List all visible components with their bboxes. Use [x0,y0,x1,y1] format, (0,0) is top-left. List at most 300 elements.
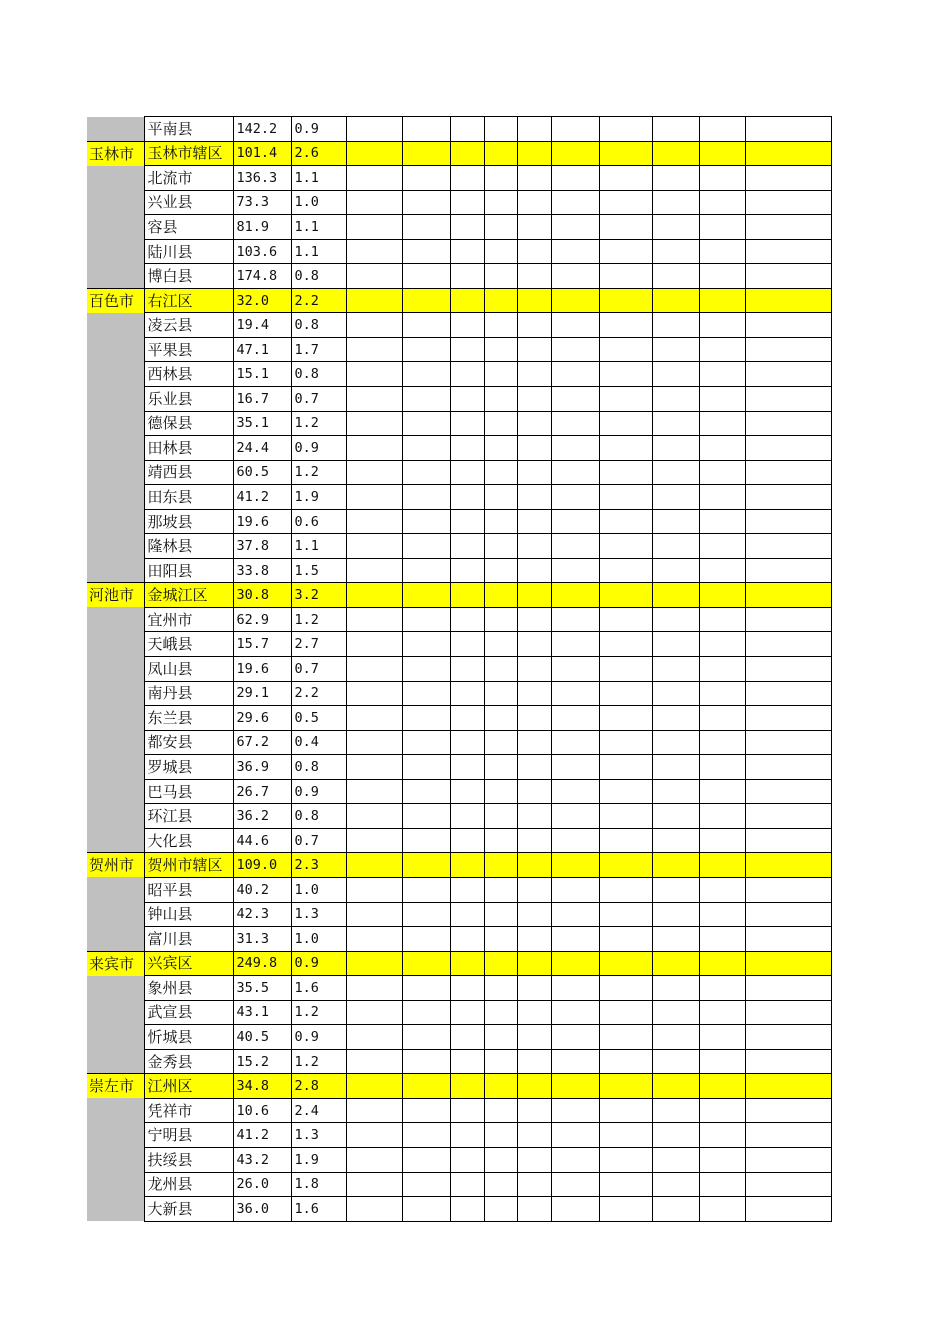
city-cell[interactable]: 河池市 [87,583,144,608]
empty-cell[interactable] [699,509,745,534]
empty-cell[interactable] [450,1000,484,1025]
empty-cell[interactable] [517,951,551,976]
empty-cell[interactable] [551,313,599,338]
county-cell[interactable]: 南丹县 [144,681,233,706]
empty-cell[interactable] [484,779,517,804]
empty-cell[interactable] [745,1074,831,1099]
value-cell[interactable]: 16.7 [233,387,291,412]
ratio-cell[interactable]: 1.1 [291,534,346,559]
empty-cell[interactable] [402,804,450,829]
ratio-cell[interactable]: 0.8 [291,313,346,338]
empty-cell[interactable] [652,362,699,387]
value-cell[interactable]: 26.7 [233,779,291,804]
empty-cell[interactable] [450,215,484,240]
city-cell[interactable] [87,264,144,289]
empty-cell[interactable] [517,288,551,313]
empty-cell[interactable] [652,657,699,682]
empty-cell[interactable] [745,804,831,829]
empty-cell[interactable] [699,337,745,362]
empty-cell[interactable] [699,1147,745,1172]
empty-cell[interactable] [346,117,402,142]
value-cell[interactable]: 34.8 [233,1074,291,1099]
empty-cell[interactable] [699,755,745,780]
empty-cell[interactable] [599,1147,652,1172]
empty-cell[interactable] [652,141,699,166]
empty-cell[interactable] [517,117,551,142]
empty-cell[interactable] [346,534,402,559]
empty-cell[interactable] [599,706,652,731]
empty-cell[interactable] [517,313,551,338]
county-cell[interactable]: 富川县 [144,927,233,952]
empty-cell[interactable] [551,657,599,682]
empty-cell[interactable] [450,681,484,706]
empty-cell[interactable] [484,1049,517,1074]
empty-cell[interactable] [599,1049,652,1074]
empty-cell[interactable] [484,288,517,313]
empty-cell[interactable] [346,509,402,534]
empty-cell[interactable] [402,1147,450,1172]
value-cell[interactable]: 36.9 [233,755,291,780]
empty-cell[interactable] [517,337,551,362]
empty-cell[interactable] [652,166,699,191]
empty-cell[interactable] [551,288,599,313]
empty-cell[interactable] [484,877,517,902]
empty-cell[interactable] [745,681,831,706]
empty-cell[interactable] [402,632,450,657]
empty-cell[interactable] [599,853,652,878]
empty-cell[interactable] [551,1025,599,1050]
city-cell[interactable] [87,804,144,829]
empty-cell[interactable] [599,460,652,485]
empty-cell[interactable] [517,460,551,485]
ratio-cell[interactable]: 0.8 [291,264,346,289]
empty-cell[interactable] [402,1025,450,1050]
empty-cell[interactable] [346,804,402,829]
empty-cell[interactable] [517,411,551,436]
empty-cell[interactable] [745,141,831,166]
empty-cell[interactable] [517,387,551,412]
value-cell[interactable]: 19.4 [233,313,291,338]
empty-cell[interactable] [745,558,831,583]
empty-cell[interactable] [551,583,599,608]
empty-cell[interactable] [652,190,699,215]
empty-cell[interactable] [346,951,402,976]
county-cell[interactable]: 兴宾区 [144,951,233,976]
empty-cell[interactable] [745,828,831,853]
empty-cell[interactable] [699,583,745,608]
empty-cell[interactable] [551,951,599,976]
value-cell[interactable]: 10.6 [233,1098,291,1123]
empty-cell[interactable] [450,117,484,142]
ratio-cell[interactable]: 0.6 [291,509,346,534]
empty-cell[interactable] [551,927,599,952]
empty-cell[interactable] [652,1098,699,1123]
county-cell[interactable]: 宜州市 [144,607,233,632]
empty-cell[interactable] [599,313,652,338]
empty-cell[interactable] [599,362,652,387]
empty-cell[interactable] [450,1049,484,1074]
empty-cell[interactable] [745,706,831,731]
empty-cell[interactable] [745,877,831,902]
county-cell[interactable]: 田阳县 [144,558,233,583]
value-cell[interactable]: 40.5 [233,1025,291,1050]
empty-cell[interactable] [652,460,699,485]
empty-cell[interactable] [450,1098,484,1123]
value-cell[interactable]: 29.1 [233,681,291,706]
empty-cell[interactable] [402,877,450,902]
empty-cell[interactable] [484,1025,517,1050]
empty-cell[interactable] [517,681,551,706]
empty-cell[interactable] [652,976,699,1001]
empty-cell[interactable] [551,460,599,485]
empty-cell[interactable] [699,1074,745,1099]
empty-cell[interactable] [346,141,402,166]
ratio-cell[interactable]: 1.1 [291,166,346,191]
city-cell[interactable] [87,239,144,264]
ratio-cell[interactable]: 0.9 [291,779,346,804]
empty-cell[interactable] [652,1025,699,1050]
city-cell[interactable] [87,190,144,215]
city-cell[interactable] [87,607,144,632]
empty-cell[interactable] [599,583,652,608]
empty-cell[interactable] [699,117,745,142]
empty-cell[interactable] [599,681,652,706]
empty-cell[interactable] [599,976,652,1001]
empty-cell[interactable] [599,779,652,804]
empty-cell[interactable] [402,117,450,142]
city-cell[interactable] [87,1123,144,1148]
empty-cell[interactable] [699,436,745,461]
empty-cell[interactable] [346,1172,402,1197]
empty-cell[interactable] [450,460,484,485]
value-cell[interactable]: 29.6 [233,706,291,731]
empty-cell[interactable] [450,1123,484,1148]
value-cell[interactable]: 15.7 [233,632,291,657]
empty-cell[interactable] [551,141,599,166]
empty-cell[interactable] [699,362,745,387]
empty-cell[interactable] [599,387,652,412]
value-cell[interactable]: 62.9 [233,607,291,632]
empty-cell[interactable] [450,951,484,976]
empty-cell[interactable] [699,288,745,313]
city-cell[interactable] [87,485,144,510]
empty-cell[interactable] [745,460,831,485]
empty-cell[interactable] [450,362,484,387]
county-cell[interactable]: 大新县 [144,1197,233,1222]
value-cell[interactable]: 47.1 [233,337,291,362]
empty-cell[interactable] [652,436,699,461]
empty-cell[interactable] [517,215,551,240]
empty-cell[interactable] [402,951,450,976]
city-cell[interactable] [87,313,144,338]
county-cell[interactable]: 武宣县 [144,1000,233,1025]
city-cell[interactable] [87,166,144,191]
empty-cell[interactable] [450,853,484,878]
empty-cell[interactable] [450,166,484,191]
empty-cell[interactable] [599,1074,652,1099]
empty-cell[interactable] [699,706,745,731]
empty-cell[interactable] [652,877,699,902]
empty-cell[interactable] [699,1123,745,1148]
empty-cell[interactable] [450,755,484,780]
empty-cell[interactable] [699,141,745,166]
empty-cell[interactable] [599,264,652,289]
value-cell[interactable]: 35.1 [233,411,291,436]
empty-cell[interactable] [652,313,699,338]
empty-cell[interactable] [450,632,484,657]
empty-cell[interactable] [745,509,831,534]
empty-cell[interactable] [346,337,402,362]
empty-cell[interactable] [745,117,831,142]
ratio-cell[interactable]: 0.8 [291,755,346,780]
value-cell[interactable]: 19.6 [233,657,291,682]
empty-cell[interactable] [551,681,599,706]
empty-cell[interactable] [699,387,745,412]
empty-cell[interactable] [699,460,745,485]
empty-cell[interactable] [346,877,402,902]
ratio-cell[interactable]: 0.5 [291,706,346,731]
empty-cell[interactable] [346,558,402,583]
empty-cell[interactable] [484,804,517,829]
empty-cell[interactable] [551,411,599,436]
empty-cell[interactable] [551,755,599,780]
empty-cell[interactable] [652,1123,699,1148]
value-cell[interactable]: 32.0 [233,288,291,313]
empty-cell[interactable] [551,1197,599,1222]
empty-cell[interactable] [450,313,484,338]
empty-cell[interactable] [402,166,450,191]
empty-cell[interactable] [402,1123,450,1148]
empty-cell[interactable] [745,779,831,804]
empty-cell[interactable] [484,976,517,1001]
empty-cell[interactable] [699,1025,745,1050]
ratio-cell[interactable]: 1.6 [291,976,346,1001]
empty-cell[interactable] [450,607,484,632]
city-cell[interactable] [87,460,144,485]
empty-cell[interactable] [745,927,831,952]
city-cell[interactable] [87,1025,144,1050]
empty-cell[interactable] [402,755,450,780]
empty-cell[interactable] [402,436,450,461]
empty-cell[interactable] [346,1197,402,1222]
empty-cell[interactable] [517,902,551,927]
empty-cell[interactable] [450,657,484,682]
empty-cell[interactable] [517,534,551,559]
empty-cell[interactable] [745,485,831,510]
empty-cell[interactable] [450,534,484,559]
empty-cell[interactable] [484,1000,517,1025]
empty-cell[interactable] [599,166,652,191]
county-cell[interactable]: 宁明县 [144,1123,233,1148]
empty-cell[interactable] [745,1098,831,1123]
empty-cell[interactable] [484,117,517,142]
empty-cell[interactable] [699,1000,745,1025]
empty-cell[interactable] [652,681,699,706]
empty-cell[interactable] [450,828,484,853]
empty-cell[interactable] [517,362,551,387]
empty-cell[interactable] [551,828,599,853]
county-cell[interactable]: 北流市 [144,166,233,191]
empty-cell[interactable] [551,632,599,657]
empty-cell[interactable] [484,583,517,608]
empty-cell[interactable] [402,706,450,731]
value-cell[interactable]: 19.6 [233,509,291,534]
county-cell[interactable]: 钟山县 [144,902,233,927]
empty-cell[interactable] [450,141,484,166]
empty-cell[interactable] [402,1197,450,1222]
county-cell[interactable]: 西林县 [144,362,233,387]
empty-cell[interactable] [517,239,551,264]
value-cell[interactable]: 30.8 [233,583,291,608]
ratio-cell[interactable]: 1.8 [291,1172,346,1197]
ratio-cell[interactable]: 1.0 [291,877,346,902]
empty-cell[interactable] [551,387,599,412]
empty-cell[interactable] [450,1172,484,1197]
empty-cell[interactable] [551,534,599,559]
ratio-cell[interactable]: 0.8 [291,362,346,387]
value-cell[interactable]: 103.6 [233,239,291,264]
empty-cell[interactable] [551,436,599,461]
city-cell[interactable] [87,976,144,1001]
empty-cell[interactable] [346,927,402,952]
empty-cell[interactable] [484,1197,517,1222]
empty-cell[interactable] [745,632,831,657]
empty-cell[interactable] [402,215,450,240]
empty-cell[interactable] [346,215,402,240]
empty-cell[interactable] [551,1172,599,1197]
empty-cell[interactable] [745,288,831,313]
empty-cell[interactable] [402,902,450,927]
empty-cell[interactable] [484,362,517,387]
empty-cell[interactable] [346,460,402,485]
value-cell[interactable]: 41.2 [233,485,291,510]
empty-cell[interactable] [484,534,517,559]
value-cell[interactable]: 44.6 [233,828,291,853]
ratio-cell[interactable]: 2.6 [291,141,346,166]
value-cell[interactable]: 43.1 [233,1000,291,1025]
empty-cell[interactable] [745,730,831,755]
empty-cell[interactable] [745,264,831,289]
empty-cell[interactable] [346,436,402,461]
empty-cell[interactable] [551,976,599,1001]
value-cell[interactable]: 67.2 [233,730,291,755]
empty-cell[interactable] [402,583,450,608]
empty-cell[interactable] [517,1197,551,1222]
county-cell[interactable]: 昭平县 [144,877,233,902]
empty-cell[interactable] [745,387,831,412]
empty-cell[interactable] [402,509,450,534]
ratio-cell[interactable]: 0.9 [291,951,346,976]
empty-cell[interactable] [551,1123,599,1148]
empty-cell[interactable] [450,337,484,362]
empty-cell[interactable] [599,485,652,510]
value-cell[interactable]: 15.2 [233,1049,291,1074]
empty-cell[interactable] [699,681,745,706]
empty-cell[interactable] [517,166,551,191]
empty-cell[interactable] [450,387,484,412]
empty-cell[interactable] [402,337,450,362]
empty-cell[interactable] [699,927,745,952]
county-cell[interactable]: 玉林市辖区 [144,141,233,166]
empty-cell[interactable] [551,485,599,510]
empty-cell[interactable] [652,706,699,731]
empty-cell[interactable] [745,534,831,559]
value-cell[interactable]: 101.4 [233,141,291,166]
empty-cell[interactable] [450,1147,484,1172]
empty-cell[interactable] [745,657,831,682]
empty-cell[interactable] [652,755,699,780]
empty-cell[interactable] [652,902,699,927]
empty-cell[interactable] [346,828,402,853]
value-cell[interactable]: 42.3 [233,902,291,927]
empty-cell[interactable] [551,902,599,927]
city-cell[interactable] [87,1000,144,1025]
empty-cell[interactable] [599,1098,652,1123]
empty-cell[interactable] [699,1049,745,1074]
empty-cell[interactable] [599,804,652,829]
empty-cell[interactable] [652,1197,699,1222]
ratio-cell[interactable]: 3.2 [291,583,346,608]
empty-cell[interactable] [599,436,652,461]
empty-cell[interactable] [699,976,745,1001]
value-cell[interactable]: 36.2 [233,804,291,829]
empty-cell[interactable] [745,1000,831,1025]
empty-cell[interactable] [699,1098,745,1123]
empty-cell[interactable] [517,927,551,952]
city-cell[interactable] [87,877,144,902]
ratio-cell[interactable]: 0.9 [291,117,346,142]
city-cell[interactable] [87,828,144,853]
empty-cell[interactable] [551,264,599,289]
empty-cell[interactable] [517,1147,551,1172]
empty-cell[interactable] [699,411,745,436]
empty-cell[interactable] [450,804,484,829]
ratio-cell[interactable]: 1.9 [291,485,346,510]
county-cell[interactable]: 贺州市辖区 [144,853,233,878]
value-cell[interactable]: 37.8 [233,534,291,559]
empty-cell[interactable] [346,853,402,878]
empty-cell[interactable] [699,804,745,829]
empty-cell[interactable] [652,1074,699,1099]
empty-cell[interactable] [745,313,831,338]
empty-cell[interactable] [599,215,652,240]
ratio-cell[interactable]: 2.3 [291,853,346,878]
ratio-cell[interactable]: 2.2 [291,288,346,313]
empty-cell[interactable] [484,755,517,780]
empty-cell[interactable] [517,264,551,289]
empty-cell[interactable] [517,1123,551,1148]
empty-cell[interactable] [484,828,517,853]
empty-cell[interactable] [484,902,517,927]
empty-cell[interactable] [699,166,745,191]
county-cell[interactable]: 右江区 [144,288,233,313]
empty-cell[interactable] [745,1123,831,1148]
empty-cell[interactable] [551,779,599,804]
empty-cell[interactable] [517,657,551,682]
county-cell[interactable]: 金秀县 [144,1049,233,1074]
empty-cell[interactable] [599,951,652,976]
empty-cell[interactable] [699,828,745,853]
city-cell[interactable]: 崇左市 [87,1074,144,1099]
county-cell[interactable]: 忻城县 [144,1025,233,1050]
empty-cell[interactable] [517,1098,551,1123]
city-cell[interactable]: 贺州市 [87,853,144,878]
city-cell[interactable] [87,534,144,559]
empty-cell[interactable] [402,1098,450,1123]
empty-cell[interactable] [652,828,699,853]
ratio-cell[interactable]: 1.2 [291,411,346,436]
empty-cell[interactable] [346,1147,402,1172]
